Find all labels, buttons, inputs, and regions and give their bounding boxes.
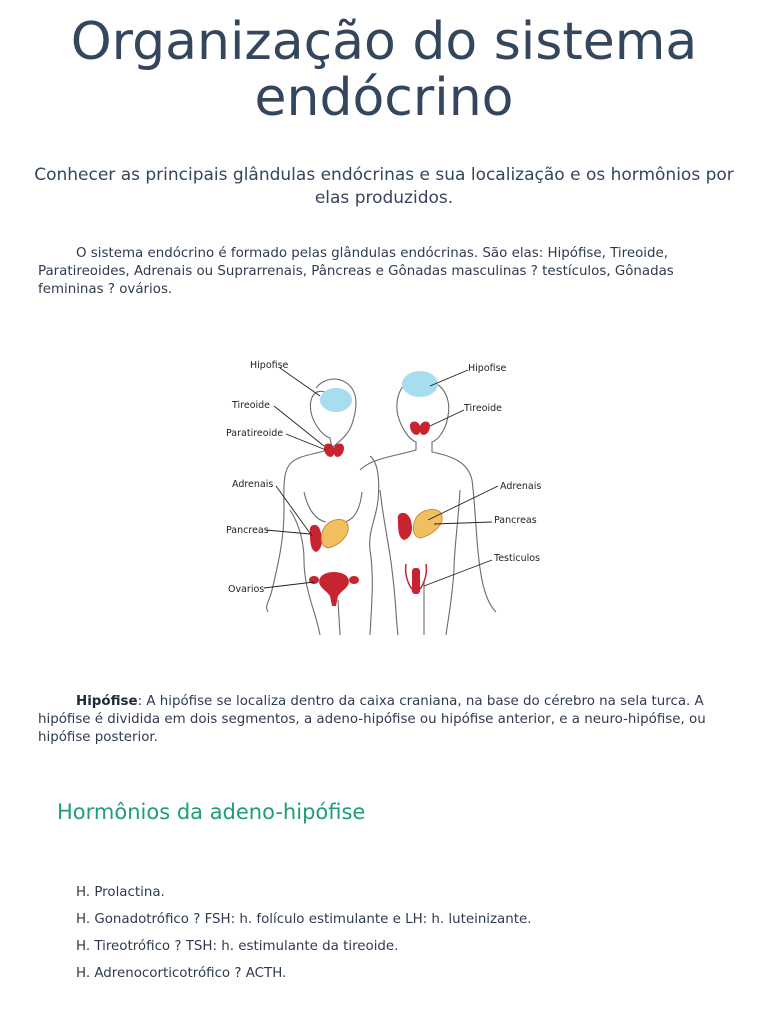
label-male-adrenais: Adrenais (500, 481, 542, 492)
page-title: Organização do sistema endócrino (70, 12, 698, 128)
hipofise-term: Hipófise (76, 694, 138, 709)
male-body-outline (360, 380, 496, 635)
label-male-testiculos: Testiculos (494, 553, 540, 564)
male-testicles-icon (406, 564, 427, 594)
label-female-adrenais: Adrenais (232, 479, 274, 490)
list-item: H. Adrenocorticotrófico ? ACTH. (76, 966, 287, 981)
male-brain-icon (402, 371, 438, 397)
female-brain-icon (320, 388, 352, 412)
label-female-pancreas: Pancreas (226, 525, 269, 536)
endocrine-system-illustration (220, 350, 550, 640)
page-subtitle: Conhecer as principais glândulas endócrinas e sua localização e os hormônios por elas produzidos. (34, 165, 734, 208)
male-thyroid-icon (410, 422, 430, 435)
label-female-tireoide: Tireoide (232, 400, 271, 411)
section-heading: Hormônios da adeno-hipófise (57, 800, 366, 824)
label-male-pancreas: Pancreas (494, 515, 537, 526)
female-adrenal-pancreas-icon (310, 519, 348, 552)
intro-paragraph: O sistema endócrino é formado pelas glândulas endócrinas. São elas: Hipófise, Tireoide, Paratireoides, Adrenais ou Suprarrenais, Pâncreas e Gônadas masculinas ? testículos, Gônadas femininas ? ovários. (38, 246, 674, 297)
list-item: H. Tireotrófico ? TSH: h. estimulante da tireoide. (76, 939, 399, 954)
label-female-hipofise: Hipofise (250, 360, 289, 371)
label-male-tireoide: Tireoide (464, 403, 503, 414)
label-female-paratireoide: Paratireoide (226, 428, 284, 439)
label-female-ovarios: Ovarios (228, 584, 265, 595)
female-ovaries-icon (309, 572, 359, 606)
hipofise-paragraph (38, 693, 734, 747)
label-male-hipofise: Hipofise (468, 363, 507, 374)
hormone-list (76, 884, 532, 992)
list-item: H. Prolactina. (76, 885, 165, 900)
female-body-outline (267, 379, 379, 635)
male-adrenal-pancreas-icon (398, 509, 442, 540)
hipofise-description: : A hipófise se localiza dentro da caixa craniana, na base do cérebro na sela turca. A hipófise é dividida em dois segmentos, a adeno-hipófise ou hipófise anterior, e a neuro-hipófise, ou hipófise posterior. (38, 694, 706, 745)
list-item: H. Gonadotrófico ? FSH: h. folículo estimulante e LH: h. luteinizante. (76, 912, 532, 927)
